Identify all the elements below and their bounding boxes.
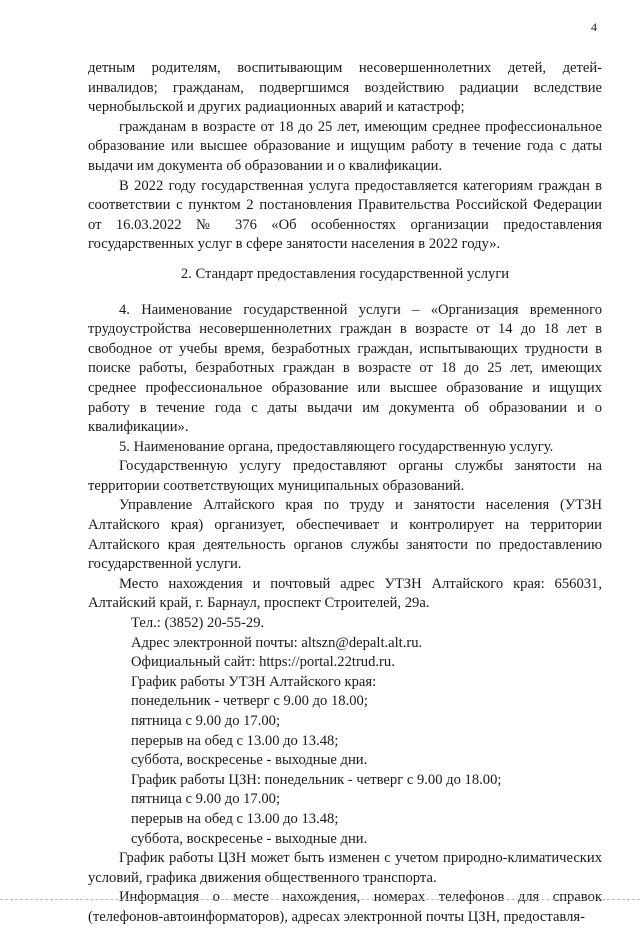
- contact-email: Адрес электронной почты: altszn@depalt.alt.ru.: [131, 634, 423, 651]
- contact-phone: Тел.: (3852) 20-55-29.: [131, 615, 265, 632]
- utzn-schedule-fri: пятница с 9.00 до 17.00;: [131, 713, 281, 729]
- paragraph-service-providers: Государственную услугу предоставляют органы службы занятости на территории соответствующих муниципальных образований.: [88, 458, 602, 494]
- czn-schedule-weekend: суббота, воскресенье - выходные дни.: [131, 830, 368, 847]
- czn-schedule-lunch: перерыв на обед с 13.00 до 13.48;: [131, 810, 339, 827]
- section-heading: 2. Стандарт предоставления государственной услуги: [180, 265, 510, 282]
- paragraph-information-location: Информация о месте нахождения, номерах телефонов для справок (телефонов-автоинформаторов), адресах электронной почты ЦЗН, предоставля-: [88, 889, 602, 925]
- paragraph-beneficiaries-continued: детным родителям, воспитывающим несовершеннолетних детей, детей-инвалидов; гражданам, подвергшимся воздействию радиации вследствие чернобыльской и других радиационных аварий и катастроф;: [88, 60, 602, 116]
- paragraph-utzn-address: Место нахождения и почтовый адрес УТЗН Алтайского края: 656031, Алтайский край, г. Барнаул, проспект Строителей, 29а.: [88, 575, 602, 612]
- spacer: [88, 285, 602, 301]
- paragraph-schedule-change: График работы ЦЗН может быть изменен с учетом природно-климатических условий, графика движения общественного транспорта.: [88, 850, 602, 886]
- utzn-schedule-mon-thu: понедельник - четверг с 9.00 до 18.00;: [131, 693, 368, 710]
- utzn-schedule-lunch: перерыв на обед с 13.00 до 13.48;: [131, 732, 339, 749]
- paragraph-utzn-role: Управление Алтайского края по труду и занятости населения (УТЗН Алтайского края) организует, обеспечивает и контролирует на территории Алтайского края деятельность органов службы занятости по предоставлению государственной услуги.: [88, 497, 602, 573]
- page-number: 4: [591, 20, 597, 34]
- bottom-border: [0, 899, 640, 900]
- paragraph-young-graduates: гражданам в возрасте от 18 до 25 лет, имеющим среднее профессиональное образование или высшее образование и ищущим работу в течение года с даты выдачи им документа об образовании и о квалификации.: [88, 118, 602, 174]
- spacer: [88, 255, 602, 265]
- paragraph-service-name: 4. Наименование государственной услуги – «Организация временного трудоустройства несовершеннолетних граждан в возрасте от 14 до 18 лет в свободное от учебы время, безработных граждан, испытывающих трудности в поиске работы, безработных граждан в возрасте от 18 до 25 лет, имеющих среднее профессиональное образование или высшее образование и ищущих работу в течение года с даты выдачи им документа об образовании и о квалификации».: [88, 301, 602, 436]
- utzn-schedule-weekend: суббота, воскресенье - выходные дни.: [131, 752, 368, 769]
- contact-website: Официальный сайт: https://portal.22trud.ru.: [131, 654, 395, 671]
- document-body: [88, 59, 602, 928]
- utzn-schedule-title: График работы УТЗН Алтайского края:: [131, 673, 377, 690]
- paragraph-authority-name: 5. Наименование органа, предоставляющего государственную услугу.: [119, 438, 554, 455]
- paragraph-2022-provision: В 2022 году государственная услуга предоставляется категориям граждан в соответствии с пунктом 2 постановления Правительства Российской Федерации от 16.03.2022 № 376 «Об особенностях организации предоставления государственных услуг в сфере занятости населения в 2022 году».: [88, 177, 602, 253]
- czn-schedule-fri: пятница с 9.00 до 17.00;: [131, 791, 281, 808]
- czn-schedule-title: График работы ЦЗН: понедельник - четверг с 9.00 до 18.00;: [131, 771, 502, 788]
